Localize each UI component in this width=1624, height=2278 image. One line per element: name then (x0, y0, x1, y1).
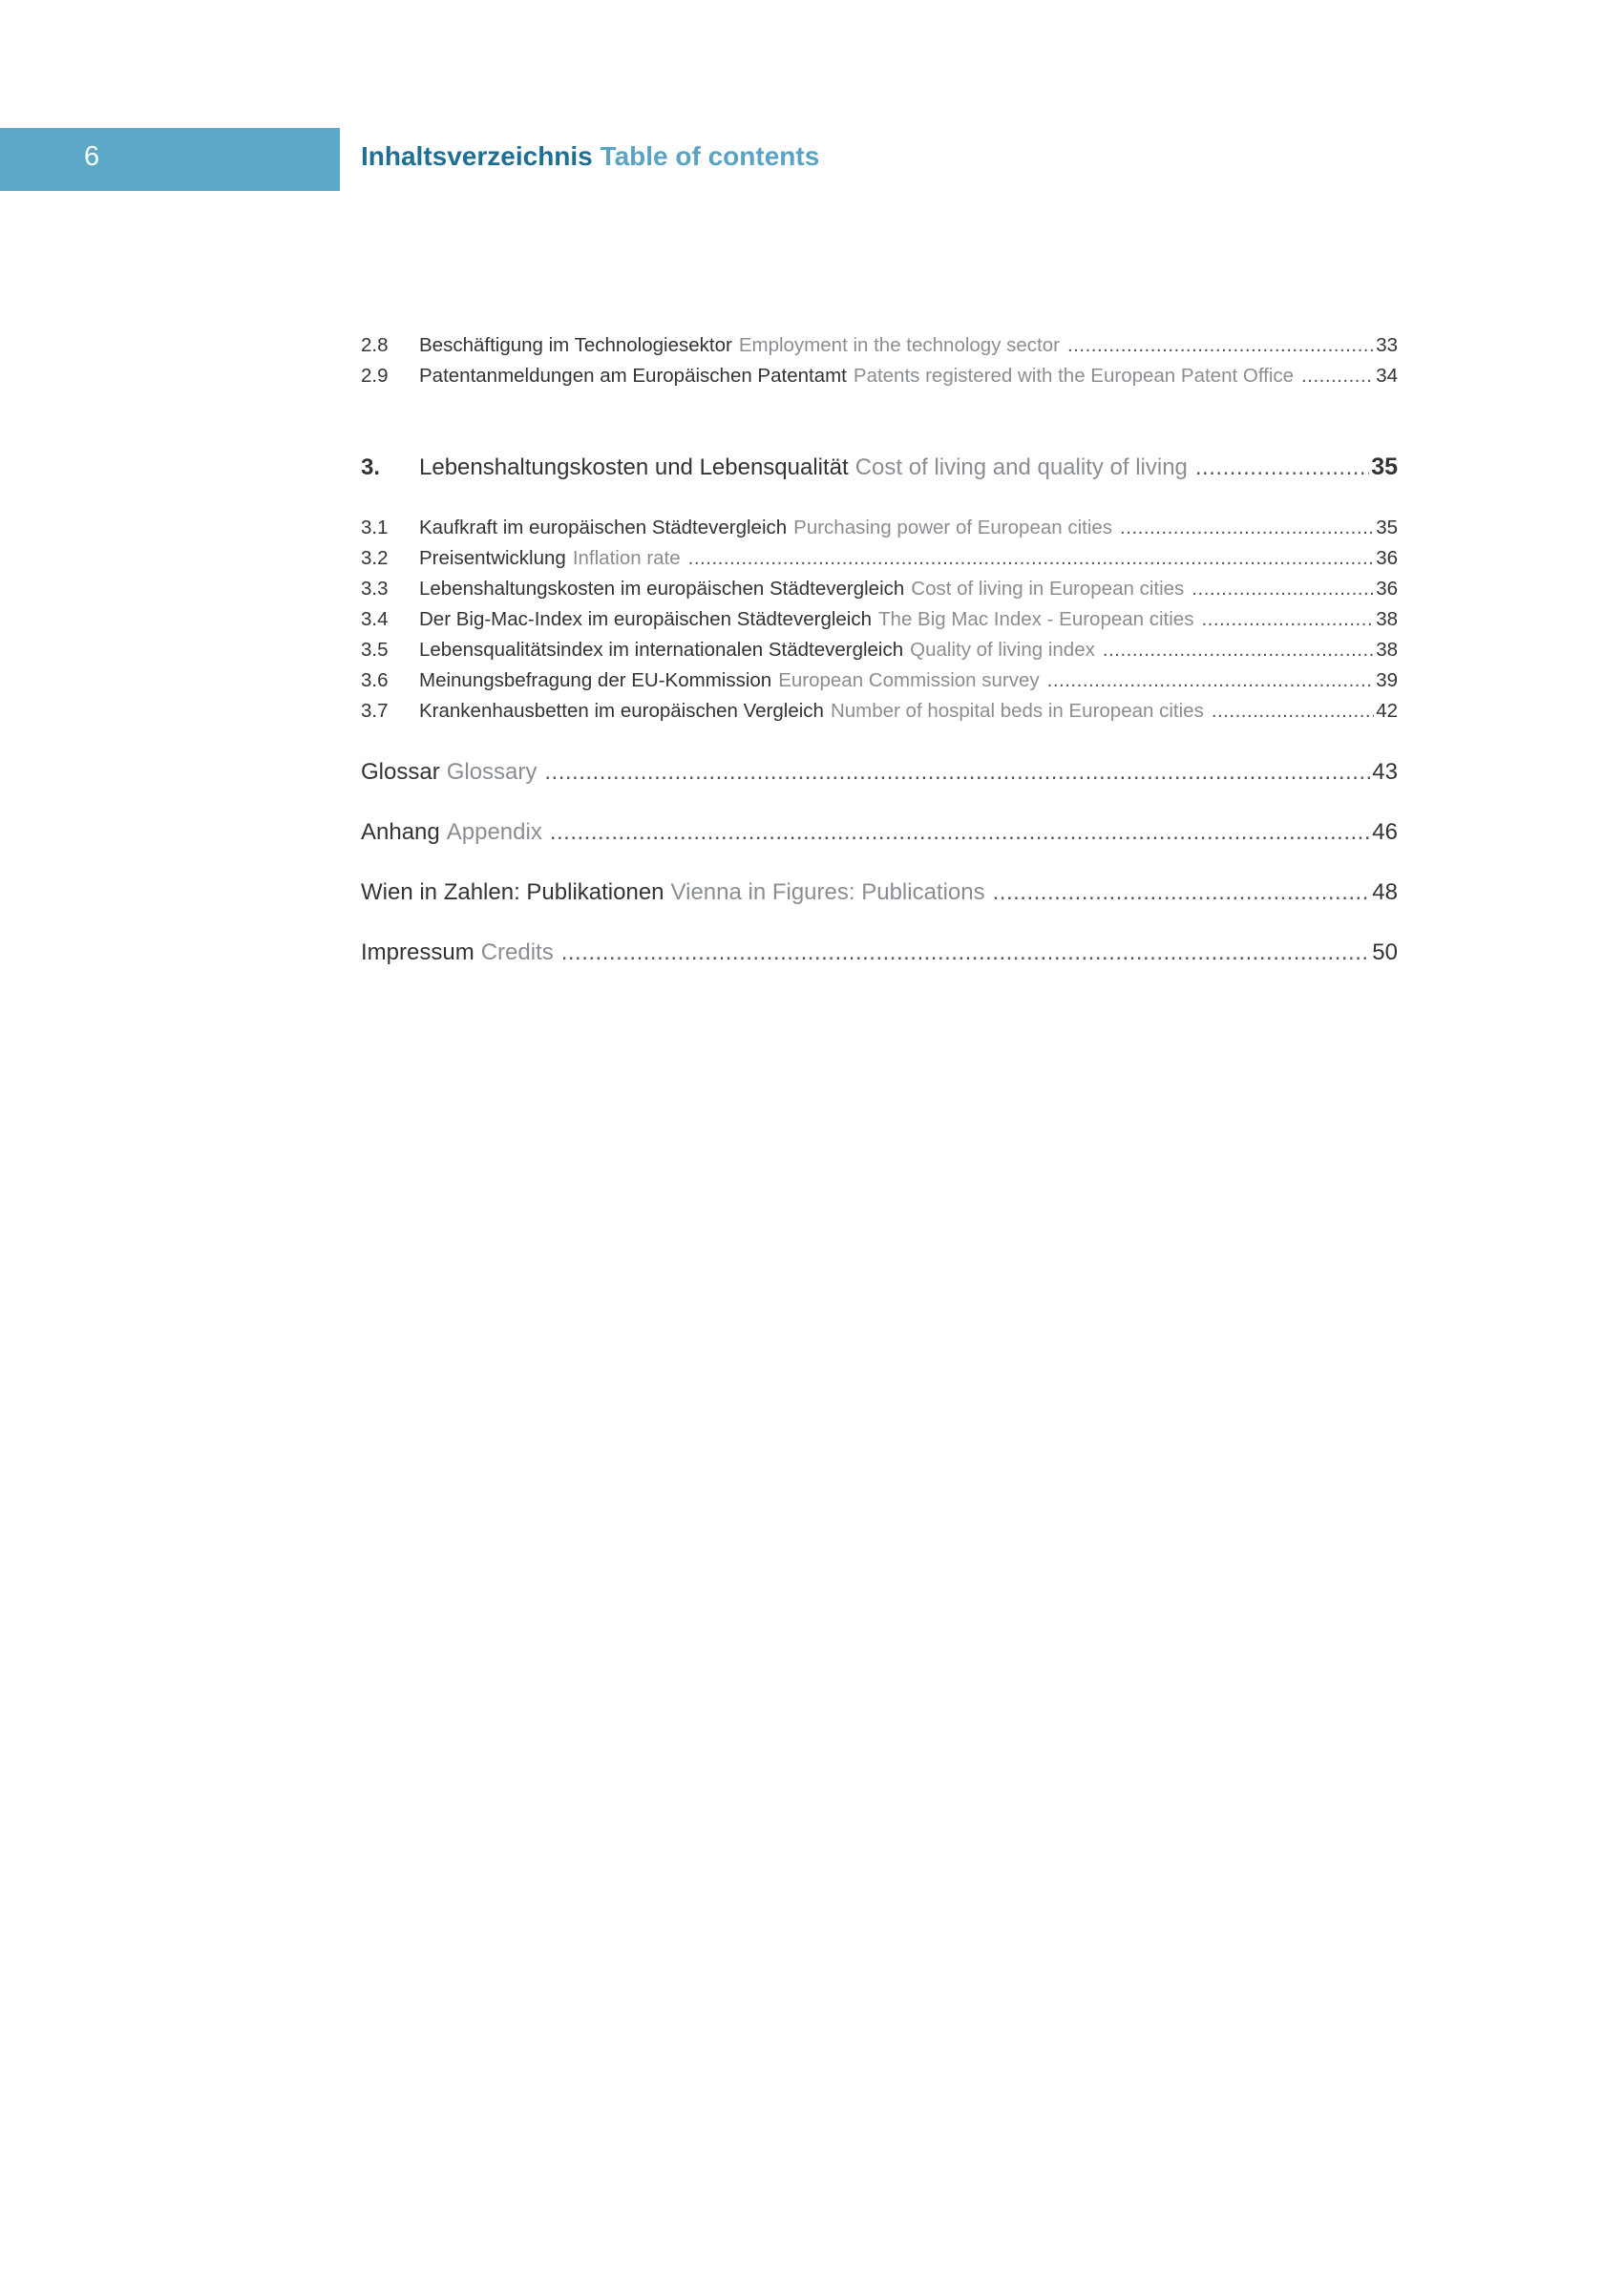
dot-leader (1212, 700, 1374, 723)
toc-entry-title-en: Vienna in Figures: Publications (670, 879, 985, 905)
toc-entry-appendix[interactable] (361, 819, 1398, 846)
page-number: 6 (84, 141, 100, 172)
toc-entry-number: 3.6 (361, 669, 389, 691)
toc-chapter-title-de: Lebenshaltungskosten und Lebensqualität (419, 454, 849, 480)
toc-entry-page: 50 (1372, 939, 1398, 965)
toc-entry-title-en: The Big Mac Index - European cities (878, 608, 1194, 630)
toc-entry-title-de: Krankenhausbetten im europäischen Vergleich (419, 700, 824, 722)
toc-entry-credits[interactable] (361, 939, 1398, 966)
toc-entry-3-4[interactable] (361, 608, 1398, 631)
toc-entry-page: 42 (1376, 700, 1398, 722)
toc-entry-page: 43 (1372, 759, 1398, 785)
toc-entry-3-3[interactable] (361, 578, 1398, 601)
toc-entry-page: 36 (1376, 547, 1398, 569)
dot-leader (688, 547, 1375, 570)
toc-entry-title-en: Purchasing power of European cities (793, 517, 1113, 538)
toc-entry-number: 3.7 (361, 700, 389, 722)
toc-entry-publications[interactable] (361, 879, 1398, 906)
toc-entry-page: 39 (1376, 669, 1398, 691)
toc-entry-3-5[interactable] (361, 639, 1398, 662)
toc-chapter-3[interactable] (361, 453, 1398, 481)
toc-entry-title-en: Glossary (446, 759, 538, 785)
toc-entry-title-en: Cost of living in European cities (911, 578, 1185, 600)
toc-chapter-number: 3. (361, 454, 381, 480)
toc-entry-number: 3.3 (361, 578, 389, 600)
page-title-de: Inhaltsverzeichnis (361, 141, 593, 171)
dot-leader (550, 819, 1370, 846)
toc-entry-title-en: Quality of living index (910, 639, 1095, 661)
toc-entry-title-de: Glossar (361, 759, 440, 785)
page-title (361, 141, 819, 172)
toc-entry-page: 38 (1376, 639, 1398, 661)
dot-leader (1120, 517, 1374, 539)
toc-entry-title-de: Anhang (361, 819, 440, 845)
toc-chapter-title-en: Cost of living and quality of living (854, 454, 1188, 480)
dot-leader (1201, 608, 1374, 631)
dot-leader (1103, 639, 1374, 662)
toc-entry-title-en: Number of hospital beds in European cities (830, 700, 1204, 722)
toc-entry-title-de: Lebenshaltungskosten im europäischen Städtevergleich (419, 578, 905, 600)
dot-leader (1067, 334, 1374, 357)
header-band (0, 128, 340, 191)
dot-leader (1192, 578, 1374, 601)
toc-entry-title-en: Appendix (446, 819, 542, 845)
toc-entry-page: 33 (1376, 334, 1398, 356)
toc-entry-title-de: Patentanmeldungen am Europäischen Patentamt (419, 365, 847, 387)
dot-leader (561, 939, 1371, 966)
dot-leader (1195, 454, 1369, 481)
toc-entry-title-de: Impressum (361, 939, 475, 965)
toc-entry-page: 48 (1372, 879, 1398, 905)
toc-entry-page: 38 (1376, 608, 1398, 630)
toc-entry-2-8[interactable] (361, 334, 1398, 357)
toc-entry-title-en: Credits (480, 939, 554, 965)
toc-entry-title-de: Lebensqualitätsindex im internationalen Städtevergleich (419, 639, 904, 661)
toc-entry-3-6[interactable] (361, 669, 1398, 692)
toc-entry-title-de: Beschäftigung im Technologiesektor (419, 334, 732, 356)
toc-entry-page: 36 (1376, 578, 1398, 600)
dot-leader (1301, 365, 1374, 388)
toc-entry-number: 3.1 (361, 517, 389, 538)
toc-entry-3-2[interactable] (361, 547, 1398, 570)
dot-leader (544, 759, 1370, 786)
toc-entry-number: 3.4 (361, 608, 389, 630)
page-title-en: Table of contents (600, 141, 820, 171)
toc-entry-page: 35 (1376, 517, 1398, 538)
toc-entry-number: 3.5 (361, 639, 389, 661)
toc-entry-page: 34 (1376, 365, 1398, 387)
toc-chapter-page: 35 (1371, 453, 1398, 480)
toc-entry-page: 46 (1372, 819, 1398, 845)
toc-entry-title-en: European Commission survey (778, 669, 1040, 691)
toc-entry-3-7[interactable] (361, 700, 1398, 723)
toc-entry-2-9[interactable] (361, 365, 1398, 388)
toc-entry-3-1[interactable] (361, 517, 1398, 539)
toc-entry-number: 3.2 (361, 547, 389, 569)
toc-entry-title-de: Preisentwicklung (419, 547, 566, 569)
dot-leader (993, 879, 1371, 906)
toc-entry-glossary[interactable] (361, 759, 1398, 786)
toc-entry-title-de: Der Big-Mac-Index im europäischen Städtevergleich (419, 608, 873, 630)
toc-entry-title-en: Employment in the technology sector (738, 334, 1060, 356)
toc-entry-title-en: Patents registered with the European Patent Office (853, 365, 1295, 387)
toc-entry-title-de: Meinungsbefragung der EU-Kommission (419, 669, 772, 691)
toc-entry-title-de: Kaufkraft im europäischen Städtevergleich (419, 517, 788, 538)
toc-entry-title-en: Inflation rate (572, 547, 681, 569)
toc-entry-title-de: Wien in Zahlen: Publikationen (361, 879, 664, 905)
dot-leader (1047, 669, 1375, 692)
toc-entry-number: 2.9 (361, 365, 389, 387)
toc-entry-number: 2.8 (361, 334, 389, 356)
